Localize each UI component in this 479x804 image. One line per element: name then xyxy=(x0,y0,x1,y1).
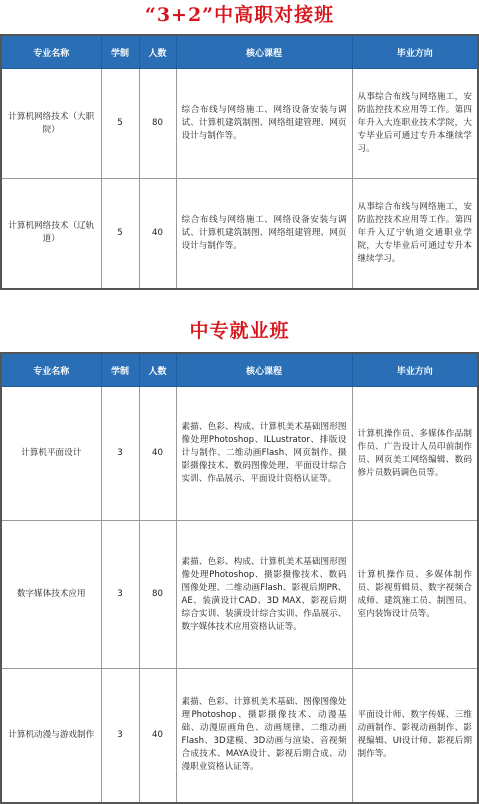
cell-courses: 综合布线与网络施工、网络设备安装与调试、计算机建筑制图、网络组建管理、网页设计与制作等。 xyxy=(176,179,352,289)
cell-count: 40 xyxy=(139,669,176,803)
header-courses: 核心课程 xyxy=(176,35,352,69)
cell-years: 3 xyxy=(101,521,139,669)
table-row xyxy=(1,69,478,179)
header-years: 学制 xyxy=(101,353,139,387)
header-career: 毕业方向 xyxy=(352,35,478,69)
header-courses: 核心课程 xyxy=(176,353,352,387)
section-title-vocational: 中专就业班 xyxy=(189,320,290,342)
cell-major: 数字媒体技术应用 xyxy=(1,521,101,669)
cell-major: 计算机平面设计 xyxy=(1,387,101,521)
cell-courses: 综合布线与网络施工、网络设备安装与调试、计算机建筑制图、网络组建管理、网页设计与制作等。 xyxy=(176,69,352,179)
cell-courses: 素描、色彩、构成、计算机美术基础图形图像处理Photoshop、摄影摄像技术、数码图像处理、二维动画Flash、影视后期PR、AE、装潢设计CAD、3D MAX、影视后期综合实训、装潢设计综合实训、作品展示、数字媒体技术应用资格认证等。 xyxy=(176,521,352,669)
header-years: 学制 xyxy=(101,35,139,69)
table-header-row xyxy=(1,353,478,387)
table-row xyxy=(1,179,478,289)
table-header-row xyxy=(1,35,478,69)
table-row xyxy=(1,387,478,521)
cell-count: 40 xyxy=(139,387,176,521)
cell-major: 计算机网络技术（大职院） xyxy=(1,69,101,179)
header-career: 毕业方向 xyxy=(352,353,478,387)
table-row xyxy=(1,669,478,803)
cell-years: 3 xyxy=(101,387,139,521)
cell-courses: 素描、色彩、计算机美术基础、图像图像处理Photoshop、摄影摄像技术、动漫基础、动漫原画角色、动画规律、二维动画Flash、3D建模、3D动画与渲染、音视频合成技术、MAYA设计、影视后期合成、动漫职业资格认证等。 xyxy=(176,669,352,803)
cell-count: 80 xyxy=(139,69,176,179)
cell-years: 3 xyxy=(101,669,139,803)
cell-career: 从事综合布线与网络施工，安防监控技术应用等工作。第四年升入大连职业技术学院，大专毕业后可通过专升本继续学习。 xyxy=(352,69,478,179)
cell-years: 5 xyxy=(101,69,139,179)
header-count: 人数 xyxy=(139,353,176,387)
program-table-31 xyxy=(0,34,479,290)
cell-count: 80 xyxy=(139,521,176,669)
cell-count: 40 xyxy=(139,179,176,289)
header-major: 专业名称 xyxy=(1,353,101,387)
section-title-31: “3+2”中高职对接班 xyxy=(144,4,335,26)
header-count: 人数 xyxy=(139,35,176,69)
program-table-vocational xyxy=(0,352,479,804)
cell-career: 计算机操作员、多媒体制作员、影视剪辑员、数字视频合成师、建筑施工员、制图员、室内装饰设计员等。 xyxy=(352,521,478,669)
cell-career: 计算机操作员、多媒体作品制作员、广告设计人员印前制作员、网页美工网络编辑、数码修片员数码调色员等。 xyxy=(352,387,478,521)
cell-major: 计算机动漫与游戏制作 xyxy=(1,669,101,803)
cell-courses: 素描、色彩、构成、计算机美术基础图形图像处理Photoshop、ILLustrator、排版设计与制作、二维动画Flash、网页制作、摄影摄像技术、数码图像处理、平面设计综合实训、作品展示、平面设计资格认证等。 xyxy=(176,387,352,521)
table-row xyxy=(1,521,478,669)
header-major: 专业名称 xyxy=(1,35,101,69)
cell-career: 平面设计师、数字传媒、三维动画制作、影视动画制作、影视编辑、UI设计师、影视后期制作等。 xyxy=(352,669,478,803)
cell-career: 从事综合布线与网络施工，安防监控技术应用等工作。第四年升入辽宁轨道交通职业学院，大专毕业后可通过专升本继续学习。 xyxy=(352,179,478,289)
cell-major: 计算机网络技术（辽轨道） xyxy=(1,179,101,289)
cell-years: 5 xyxy=(101,179,139,289)
